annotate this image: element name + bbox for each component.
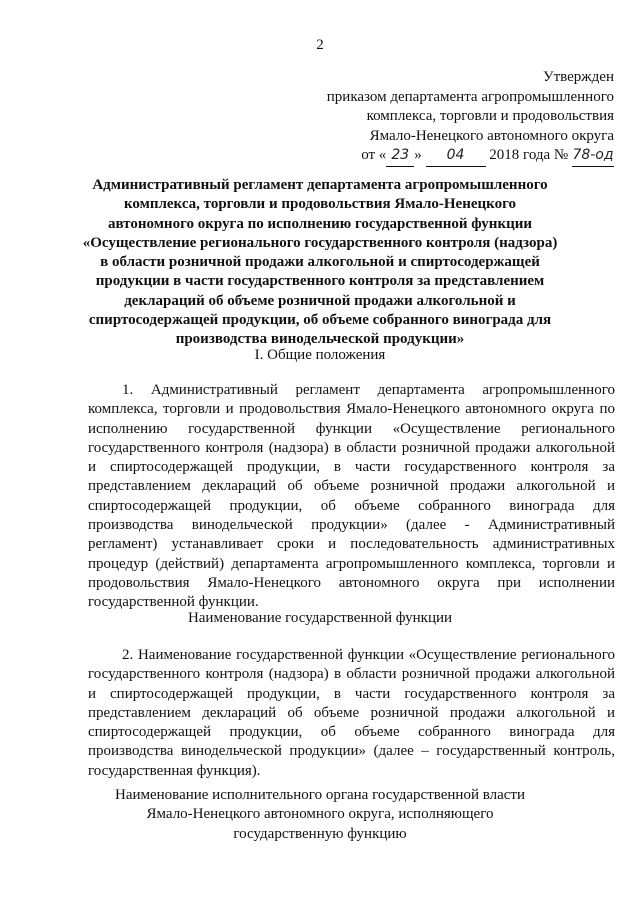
approval-line-1: Утвержден <box>542 69 614 85</box>
subheading-function-name: Наименование государственной функции <box>187 610 453 626</box>
approval-line-3: комплекса, торговли и продовольствия <box>366 108 614 124</box>
subheading-executive-body-line-3: государственную функцию <box>233 825 407 842</box>
approval-date-line <box>327 146 614 167</box>
page-number: 2 <box>316 37 324 53</box>
document-title: Административный регламент департамента агропромышленного комплекса, торговли и продовольствия Ямало-Ненецкого автономного округа по исполнению государственной функции «Осуществление регионального государственного контроля (надзора) в области розничной продажи алкогольной и спиртосодержащей продукции в части государственного контроля за представлением деклараций об объеме розничной продажи алкогольной и спиртосодержащей продукции, об объеме собранного винограда для производства винодельческой продукции» <box>82 177 558 348</box>
subheading-executive-body-line-2: Ямало-Ненецкого автономного округа, исполняющего <box>146 806 494 823</box>
paragraph-1: 1. Административный регламент департамента агропромышленного комплекса, торговли и продовольствия Ямало-Ненецкого автономного округа по исполнению государственной функции «Осуществление регионального государственного контроля (надзора) в области розничной продажи алкогольной и спиртосодержащей продукции, в части государственного контроля за представлением деклараций об объеме розничной продажи алкогольной и спиртосодержащей продукции, об объеме собранного винограда для производства винодельческой продукции» (далее - Административный регламент) устанавливает сроки и последовательность административных процедур (действий) департамента агропромышленного комплекса, торговли и продовольствия Ямало-Ненецкого автономного округа при исполнении государственной функции. <box>88 382 615 611</box>
approval-line-4: Ямало-Ненецкого автономного округа <box>369 127 614 144</box>
approval-block <box>327 68 614 167</box>
subheading-executive-body-line-1: Наименование исполнительного органа государственной власти <box>114 787 526 803</box>
paragraph-2: 2. Наименование государственной функции «Осуществление регионального государственного контроля (надзора) в области розничной продажи алкогольной и спиртосодержащей продукции, в части государственного контроля за представлением деклараций об объеме розничной продажи алкогольной и спиртосодержащей продукции, об объеме собранного винограда для производства винодельческой продукции» (далее – государственный контроль, государственная функция). <box>88 647 615 779</box>
handwritten-order-number: 78-од <box>572 146 614 167</box>
section-heading-general: I. Общие положения <box>254 347 386 363</box>
date-mid: » <box>414 147 422 163</box>
handwritten-day: 23 <box>386 146 414 167</box>
approval-line-2: приказом департамента агропромышленного <box>326 88 614 105</box>
handwritten-month: 04 <box>426 146 486 167</box>
subheading-executive-body <box>60 786 580 844</box>
date-prefix: от « <box>361 147 387 163</box>
date-year: 2018 года № <box>489 147 569 163</box>
